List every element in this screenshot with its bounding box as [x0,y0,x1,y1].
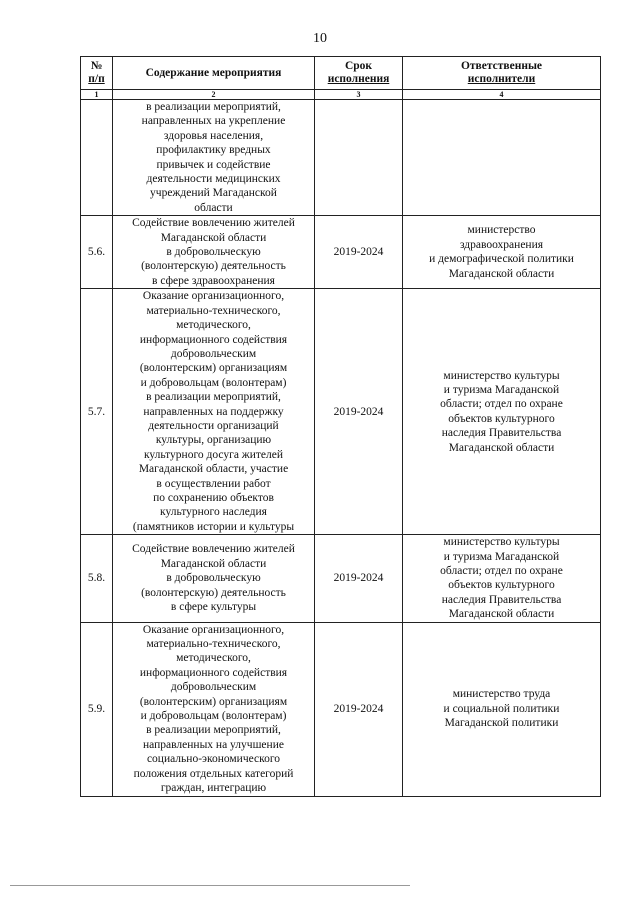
row-deadline: 2019-2024 [315,216,403,289]
row-number: 5.6. [81,216,113,289]
row-content: Оказание организационного, материально-технического, методического, информационного содействия добровольческим (волонтерским) организациям и добровольцам (волонтерам) в реализации мероприятий, направленных на улучшение социально-экономического положения отдельных категорий граждан, интеграцию [113,622,315,796]
table-row [81,622,601,796]
column-index-row [81,90,601,100]
page-number: 10 [313,31,327,46]
row-deadline [315,100,403,216]
row-responsible: министерство культуры и туризма Магаданской области; отдел по охране объектов культурного наследия Правительства Магаданской области [403,289,601,535]
row-number: 5.8. [81,535,113,622]
table-row [81,289,601,535]
table-header-row [81,57,601,90]
row-deadline: 2019-2024 [315,622,403,796]
row-responsible: министерство труда и социальной политики Магаданской политики [403,622,601,796]
row-number [81,100,113,216]
row-content: в реализации мероприятий, направленных на укрепление здоровья населения, профилактику вредных привычек и содействие деятельности медицинских учреждений Магаданской области [113,100,315,216]
row-number: 5.7. [81,289,113,535]
column-index: 3 [315,90,403,100]
row-responsible [403,100,601,216]
activities-table [80,56,601,797]
table-row [81,216,601,289]
column-index: 2 [113,90,315,100]
header-number: № п/п [81,57,113,90]
row-deadline: 2019-2024 [315,289,403,535]
row-content: Оказание организационного, материально-технического, методического, информационного содействия добровольческим (волонтерским) организациям и добровольцам (волонтерам) в реализации мероприятий, направленных на поддержку деятельности организаций культуры, организацию культурного досуга жителей Магаданской области, участие в осуществлении работ по сохранению объектов культурного наследия (памятников истории и культуры [113,289,315,535]
column-index: 4 [403,90,601,100]
header-content: Содержание мероприятия [113,57,315,90]
header-responsible: Ответственные исполнители [403,57,601,90]
scan-edge-line [10,885,410,886]
row-content: Содействие вовлечению жителей Магаданской области в добровольческую (волонтерскую) деятельность в сфере здравоохранения [113,216,315,289]
column-index: 1 [81,90,113,100]
row-deadline: 2019-2024 [315,535,403,622]
header-deadline: Срок исполнения [315,57,403,90]
row-number: 5.9. [81,622,113,796]
table-row [81,100,601,216]
table-row [81,535,601,622]
row-content: Содействие вовлечению жителей Магаданской области в добровольческую (волонтерскую) деятельность в сфере культуры [113,535,315,622]
row-responsible: министерство культуры и туризма Магаданской области; отдел по охране объектов культурного наследия Правительства Магаданской области [403,535,601,622]
row-responsible: министерство здравоохранения и демографической политики Магаданской области [403,216,601,289]
